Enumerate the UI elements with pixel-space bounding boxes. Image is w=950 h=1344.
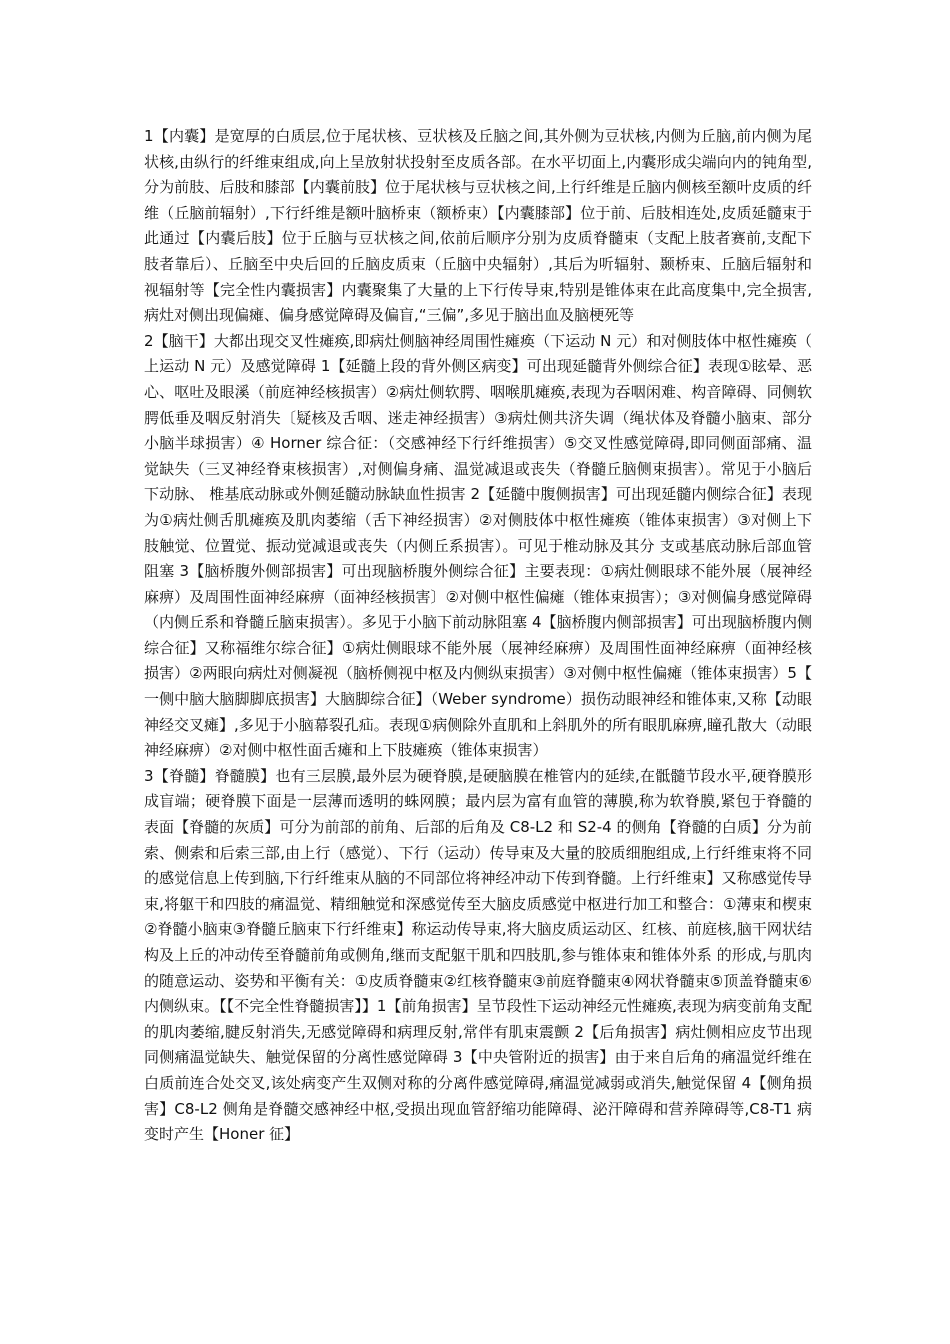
paragraph-spinal-cord: 3【脊髓】脊髓膜】也有三层膜,最外层为硬脊膜,是硬脑膜在椎管内的延续,在骶髓节段水平,硬脊膜形成盲端；硬脊膜下面是一层薄而透明的蛛网膜；最内层为富有血管的薄膜,称为软脊膜,紧包于脊髓的表面【脊髓的灰质】可分为前部的前角、后部的后角及 C8-L2 和 S2-4 的侧角【脊髓的白质】分为前索、侧索和后索三部,由上行（感觉）、下行（运动）传导束及大量的胶质细胞组成,上行纤维束将不同的感觉信息上传到脑,下行纤维束从脑的不同部位将神经冲动下传到脊髓。上行纤维束】又称感觉传导束,将躯干和四肢的痛温觉、精细触觉和深感觉传至大脑皮质感觉中枢进行加工和整合：①薄束和楔束②脊髓小脑束③脊髓丘脑束下行纤维束】称运动传导束,将大脑皮质运动区、红核、前庭核,脑干网状结 构及上丘的冲动传至脊髓前角或侧角,继而支配躯干肌和四肢肌,参与锥体束和锥体外系 的形成,与肌肉的随意运动、姿势和平衡有关：①皮质脊髓束②红核脊髓束③前庭脊髓束④网状脊髓束⑤顶盖脊髓束⑥内侧纵束。【【不完全性脊髓损害】】1【前角损害】呈节段性下运动神经元性瘫痪,表现为病变前角支配的肌肉萎缩,腱反射消失,无感觉障碍和病理反射,常伴有肌束震颤 2【后角损害】病灶侧相应皮节出现同侧痛温觉缺失、触觉保留的分离性感觉障碍 3【中央管附近的损害】由于来自后角的痛温觉纤维在白质前连合处交叉,该处病变产生双侧对称的分离件感觉障碍,痛温觉减弱或消失,触觉保留 4【侧角损害】C8-L2 侧角是脊髓交感神经中枢,受损出现血管舒缩功能障碍、泌汗障碍和营养障碍等,C8-T1 病变时产生【Honer 征】 — [144, 766, 812, 1144]
document-page — [144, 124, 812, 1148]
paragraph-internal-capsule: 1【内囊】是宽厚的白质层,位于尾状核、豆状核及丘脑之间,其外侧为豆状核,内侧为丘脑,前内侧为尾状核,由纵行的纤维束组成,向上呈放射状投射至皮质各部。在水平切面上,内囊形成尖端向内的钝角型,分为前肢、后肢和膝部【内囊前肢】位于尾状核与豆状核之间,上行纤维是丘脑内侧核至额叶皮质的纤维（丘脑前辐射）,下行纤维是额叶脑桥束（额桥束）【内囊膝部】位于前、后肢相连处,皮质延髓束于此通过【内囊后肢】位于丘脑与豆状核之间,依前后顺序分别为皮质脊髓束（支配上肢者赛前,支配下肢者靠后）、丘脑至中央后回的丘脑皮质束（丘脑中央辐射）,其后为听辐射、颞桥束、丘脑后辐射和视辐射等【完全性内囊损害】内囊聚集了大量的上下行传导束,特别是锥体束在此高度集中,完全损害,病灶对侧出现偏瘫、偏身感觉障碍及偏盲,“三偏”,多见于脑出血及脑梗死等 — [144, 127, 812, 325]
paragraph-brainstem: 2【脑干】大都出现交叉性瘫痪,即病灶侧脑神经周围性瘫痪（下运动 N 元）和对侧肢体中枢性瘫痪（上运动 N 元）及感觉障碍 1【延髓上段的背外侧区病变】可出现延髓背外侧综合征】表现①眩晕、恶心、呕吐及眼溪（前庭神经核损害）②病灶侧软腭、咽喉肌瘫痪,表现为吞咽闲难、构音障碍、同侧软腭低垂及咽反射消失〔疑核及舌咽、迷走神经损害）③病灶侧共济失调（绳状体及脊髓小脑束、部分小脑半球损害）④ Horner 综合征：（交感神经下行纤维损害）⑤交叉性感觉障碍,即同侧面部痛、温觉缺失（三叉神经脊束核损害）,对侧偏身痛、温觉减退或丧失（脊髓丘脑侧束损害）。常见于小脑后下动脉、 椎基底动脉或外侧延髓动脉缺血性损害 2【延髓中腹侧损害】可出现延髓内侧综合征】表现为①病灶侧舌肌瘫痪及肌肉萎缩（舌下神经损害）②对侧肢体中枢性瘫痪（锥体束损害）③对侧上下肢触觉、位置觉、振动觉减退或丧失（内侧丘系损害）。可见于椎动脉及其分 支或基底动脉后部血管阻塞 3【脑桥腹外侧部损害】可出现脑桥腹外侧综合征】主要表现：①病灶侧眼球不能外展（展神经麻痹）及周围性面神经麻痹（面神经核损害〕②对侧中枢性偏瘫（锥体束损害）；③对侧偏身感觉障碍（内侧丘系和脊髓丘脑束损害）。多见于小脑下前动脉阻塞 4【脑桥腹内侧部损害】可出现脑桥腹内侧综合征】又称福维尔综合征】①病灶侧眼球不能外展（展神经麻痹）及周围性面神经麻痹（面神经核损害）②两眼向病灶对侧凝视（脑桥侧视中枢及内侧纵束损害）③对侧中枢性偏瘫（锥体束损害）5【一侧中脑大脑脚脚底损害】大脑脚综合征】（Weber syndrome）损伤动眼神经和锥体束,又称【动眼神经交叉瘫】,多见于小脑幕裂孔疝。表现①病侧除外直肌和上斜肌外的所有眼肌麻痹,瞳孔散大（动眼神经麻痹）②对侧中枢性面舌瘫和上下肢瘫痪（锥体束损害） — [144, 331, 812, 760]
